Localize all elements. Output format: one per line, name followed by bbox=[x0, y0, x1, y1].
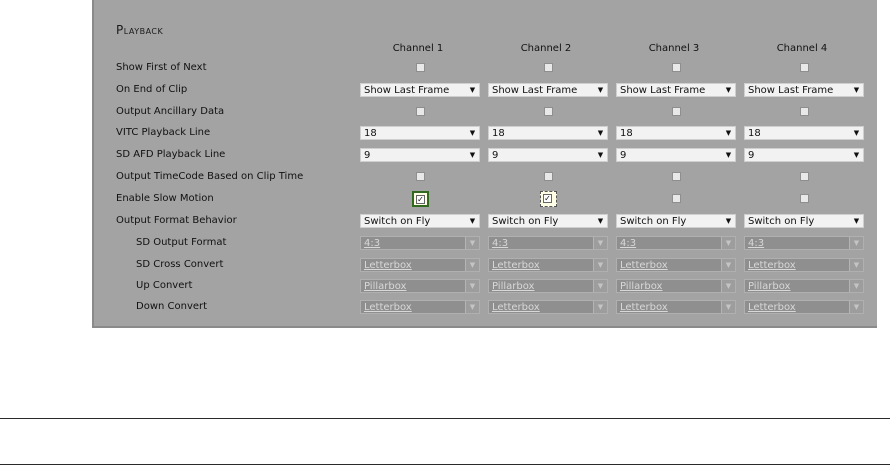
chevron-down-icon: ▼ bbox=[725, 129, 732, 137]
chevron-down-icon: ▼ bbox=[725, 86, 732, 94]
select-row9-ch1 bbox=[360, 258, 480, 272]
select-row3-ch4[interactable] bbox=[744, 126, 864, 140]
select-value: Pillarbox bbox=[364, 281, 407, 292]
select-value: Pillarbox bbox=[620, 281, 663, 292]
select-value: 9 bbox=[492, 150, 499, 161]
chevron-down-icon: ▼ bbox=[469, 151, 476, 159]
chevron-down-icon: ▼ bbox=[849, 237, 863, 249]
row-label-0: Show First of Next bbox=[116, 62, 207, 73]
select-value: 4:3 bbox=[620, 238, 637, 249]
select-row3-ch1[interactable] bbox=[360, 126, 480, 140]
select-value: 4:3 bbox=[492, 238, 509, 249]
chevron-down-icon: ▼ bbox=[721, 280, 735, 292]
chevron-down-icon: ▼ bbox=[725, 151, 732, 159]
channel-header-3: Channel 3 bbox=[648, 43, 700, 54]
checkbox-row5-ch2[interactable] bbox=[544, 172, 553, 181]
select-value: Pillarbox bbox=[492, 281, 535, 292]
select-value: 18 bbox=[492, 128, 505, 139]
select-value: 9 bbox=[748, 150, 755, 161]
chevron-down-icon: ▼ bbox=[593, 280, 607, 292]
select-value: Letterbox bbox=[620, 302, 668, 313]
select-row10-ch1 bbox=[360, 279, 480, 293]
row-label-10: Up Convert bbox=[136, 280, 193, 291]
select-row11-ch3 bbox=[616, 300, 736, 314]
select-row7-ch4[interactable] bbox=[744, 214, 864, 228]
channel-header-4: Channel 4 bbox=[776, 43, 828, 54]
row-label-1: On End of Clip bbox=[116, 84, 188, 95]
chevron-down-icon: ▼ bbox=[593, 237, 607, 249]
select-value: Show Last Frame bbox=[492, 85, 578, 96]
chevron-down-icon: ▼ bbox=[465, 301, 479, 313]
select-value: 18 bbox=[364, 128, 377, 139]
checkbox-row2-ch2[interactable] bbox=[544, 107, 553, 116]
select-value: 4:3 bbox=[748, 238, 765, 249]
row-label-5: Output TimeCode Based on Clip Time bbox=[116, 171, 304, 182]
select-row1-ch1[interactable] bbox=[360, 83, 480, 97]
chevron-down-icon: ▼ bbox=[725, 217, 732, 225]
checkbox-row2-ch1[interactable] bbox=[416, 107, 425, 116]
select-value: Letterbox bbox=[364, 260, 412, 271]
divider-bottom bbox=[0, 464, 890, 465]
chevron-down-icon: ▼ bbox=[849, 301, 863, 313]
row-label-3: VITC Playback Line bbox=[116, 127, 211, 138]
chevron-down-icon: ▼ bbox=[853, 86, 860, 94]
chevron-down-icon: ▼ bbox=[721, 301, 735, 313]
chevron-down-icon: ▼ bbox=[849, 259, 863, 271]
chevron-down-icon: ▼ bbox=[849, 280, 863, 292]
checkbox-row6-ch1[interactable] bbox=[412, 191, 429, 207]
select-value: Letterbox bbox=[748, 302, 796, 313]
chevron-down-icon: ▼ bbox=[597, 217, 604, 225]
row-label-11: Down Convert bbox=[136, 301, 208, 312]
select-row10-ch2 bbox=[488, 279, 608, 293]
checkbox-row0-ch4[interactable] bbox=[800, 63, 809, 72]
checkbox-row0-ch1[interactable] bbox=[416, 63, 425, 72]
select-row1-ch3[interactable] bbox=[616, 83, 736, 97]
chevron-down-icon: ▼ bbox=[721, 259, 735, 271]
chevron-down-icon: ▼ bbox=[853, 217, 860, 225]
select-row10-ch4 bbox=[744, 279, 864, 293]
chevron-down-icon: ▼ bbox=[721, 237, 735, 249]
select-row9-ch3 bbox=[616, 258, 736, 272]
select-row3-ch2[interactable] bbox=[488, 126, 608, 140]
select-value: Switch on Fly bbox=[364, 216, 431, 227]
select-row1-ch2[interactable] bbox=[488, 83, 608, 97]
select-value: Show Last Frame bbox=[364, 85, 450, 96]
row-label-9: SD Cross Convert bbox=[136, 259, 224, 270]
checkbox-row5-ch1[interactable] bbox=[416, 172, 425, 181]
select-value: Letterbox bbox=[492, 302, 540, 313]
select-value: Letterbox bbox=[620, 260, 668, 271]
row-label-7: Output Format Behavior bbox=[116, 215, 237, 226]
select-value: Switch on Fly bbox=[492, 216, 559, 227]
divider-top bbox=[0, 418, 890, 419]
select-row11-ch4 bbox=[744, 300, 864, 314]
chevron-down-icon: ▼ bbox=[853, 151, 860, 159]
chevron-down-icon: ▼ bbox=[593, 301, 607, 313]
chevron-down-icon: ▼ bbox=[853, 129, 860, 137]
checkbox-row2-ch4[interactable] bbox=[800, 107, 809, 116]
checkbox-row0-ch3[interactable] bbox=[672, 63, 681, 72]
row-label-8: SD Output Format bbox=[136, 237, 227, 248]
channel-header-2: Channel 2 bbox=[520, 43, 572, 54]
chevron-down-icon: ▼ bbox=[465, 280, 479, 292]
chevron-down-icon: ▼ bbox=[469, 129, 476, 137]
select-row10-ch3 bbox=[616, 279, 736, 293]
select-value: 4:3 bbox=[364, 238, 381, 249]
select-row8-ch3 bbox=[616, 236, 736, 250]
chevron-down-icon: ▼ bbox=[597, 151, 604, 159]
checkmark-icon: ✓ bbox=[544, 194, 551, 203]
select-row4-ch2[interactable] bbox=[488, 148, 608, 162]
select-value: Switch on Fly bbox=[748, 216, 815, 227]
row-label-4: SD AFD Playback Line bbox=[116, 149, 226, 160]
chevron-down-icon: ▼ bbox=[597, 129, 604, 137]
select-value: Letterbox bbox=[492, 260, 540, 271]
select-row11-ch1 bbox=[360, 300, 480, 314]
checkmark-icon: ✓ bbox=[417, 195, 424, 204]
checkbox-row6-ch2[interactable] bbox=[540, 191, 557, 207]
checkbox-row6-ch4[interactable] bbox=[800, 194, 809, 203]
select-row7-ch1[interactable] bbox=[360, 214, 480, 228]
select-row8-ch4 bbox=[744, 236, 864, 250]
select-value: Letterbox bbox=[364, 302, 412, 313]
chevron-down-icon: ▼ bbox=[465, 237, 479, 249]
checkbox-row5-ch3[interactable] bbox=[672, 172, 681, 181]
select-value: 18 bbox=[748, 128, 761, 139]
row-label-2: Output Ancillary Data bbox=[116, 106, 225, 117]
select-value: Switch on Fly bbox=[620, 216, 687, 227]
chevron-down-icon: ▼ bbox=[469, 86, 476, 94]
checkbox-row2-ch3[interactable] bbox=[672, 107, 681, 116]
checkbox-row5-ch4[interactable] bbox=[800, 172, 809, 181]
select-row1-ch4[interactable] bbox=[744, 83, 864, 97]
chevron-down-icon: ▼ bbox=[469, 217, 476, 225]
select-row11-ch2 bbox=[488, 300, 608, 314]
chevron-down-icon: ▼ bbox=[593, 259, 607, 271]
checkbox-row6-ch3[interactable] bbox=[672, 194, 681, 203]
select-row4-ch4[interactable] bbox=[744, 148, 864, 162]
select-value: 9 bbox=[620, 150, 627, 161]
select-value: Show Last Frame bbox=[748, 85, 834, 96]
panel-title: Playback bbox=[116, 23, 164, 37]
select-value: 18 bbox=[620, 128, 633, 139]
select-value: 9 bbox=[364, 150, 371, 161]
row-label-6: Enable Slow Motion bbox=[116, 193, 214, 204]
chevron-down-icon: ▼ bbox=[465, 259, 479, 271]
select-row8-ch1 bbox=[360, 236, 480, 250]
select-row3-ch3[interactable] bbox=[616, 126, 736, 140]
select-row8-ch2 bbox=[488, 236, 608, 250]
playback-panel bbox=[92, 0, 877, 328]
select-value: Pillarbox bbox=[748, 281, 791, 292]
checkbox-row0-ch2[interactable] bbox=[544, 63, 553, 72]
select-row4-ch3[interactable] bbox=[616, 148, 736, 162]
select-value: Letterbox bbox=[748, 260, 796, 271]
select-row9-ch2 bbox=[488, 258, 608, 272]
select-row4-ch1[interactable] bbox=[360, 148, 480, 162]
select-value: Show Last Frame bbox=[620, 85, 706, 96]
select-row7-ch3[interactable] bbox=[616, 214, 736, 228]
select-row7-ch2[interactable] bbox=[488, 214, 608, 228]
select-row9-ch4 bbox=[744, 258, 864, 272]
channel-header-1: Channel 1 bbox=[392, 43, 444, 54]
chevron-down-icon: ▼ bbox=[597, 86, 604, 94]
